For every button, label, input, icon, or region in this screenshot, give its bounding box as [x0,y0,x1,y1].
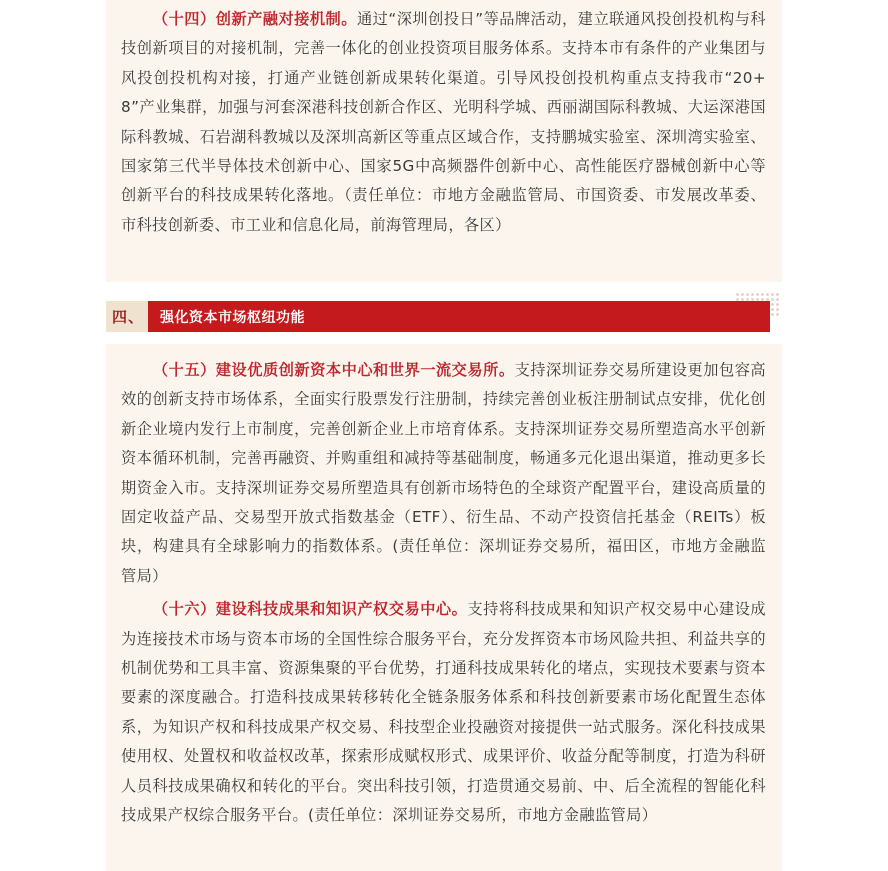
paragraph-16 [121,595,766,830]
article-panel-bottom [106,344,782,871]
paragraph-16-body: 支持将科技成果和知识产权交易中心建设成为连接技术市场与资本市场的全国性综合服务平台，充分发挥资本市场风险共担、利益共享的机制优势和工具丰富、资源集聚的平台优势，打通科技成果转化的堵点，实现技术要素与资本要素的深度融合。打造科技成果转移转化全链条服务体系和科技创新要素市场化配置生态体系，为知识产权和科技成果产权交易、科技型企业投融资对接提供一站式服务。深化科技成果使用权、处置权和收益权改革，探索形成赋权形式、成果评价、收益分配等制度，打造为科研人员科技成果确权和转化的平台。突出科技引领，打造贯通交易前、中、后全流程的智能化科技成果产权综合服务平台。(责任单位：深圳证券交易所，市地方金融监管局） [121,600,767,825]
paragraph-15-body: 支持深圳证券交易所建设更加包容高效的创新支持市场体系，全面实行股票发行注册制，持续完善创业板注册制试点安排，优化创新企业境内发行上市制度，完善创新企业上市培育体系。支持深圳证券交易所塑造高水平创新资本循环机制，完善再融资、并购重组和减持等基础制度，畅通多元化退出渠道，推动更多长期资金入市。支持深圳证券交易所塑造具有创新市场特色的全球资产配置平台，建设高质量的固定收益产品、交易型开放式指数基金（ETF）、衍生品、不动产投资信托基金（REITs）板块，构建具有全球影响力的指数体系。(责任单位：深圳证券交易所，福田区，市地方金融监管局） [121,361,767,585]
section-header [106,301,770,332]
paragraph-15-lead: （十五）建设优质创新资本中心和世界一流交易所。 [152,361,515,379]
section-title: 强化资本市场枢纽功能 [148,301,770,332]
section-number: 四、 [106,301,148,332]
paragraph-14-body: 通过“深圳创投日”等品牌活动，建立联通风投创投机构与科技创新项目的对接机制，完善一体化的创业投资项目服务体系。支持本市有条件的产业集团与风投创投机构对接，打通产业链创新成果转化渠道。引导风投创投机构重点支持我市“20+8”产业集群，加强与河套深港科技创新合作区、光明科学城、西丽湖国际科教城、大运深港国际科教城、石岩湖科教城以及深圳高新区等重点区域合作，支持鹏城实验室、深圳湾实验室、国家第三代半导体技术创新中心、国家5G中高频器件创新中心、高性能医疗器械创新中心等创新平台的科技成果转化落地。（责任单位：市地方金融监管局、市国资委、市发展改革委、市科技创新委、市工业和信息化局，前海管理局，各区） [121,10,766,234]
paragraph-14 [121,5,766,240]
paragraph-15 [121,356,766,591]
paragraph-16-lead: （十六）建设科技成果和知识产权交易中心。 [152,600,468,619]
paragraph-14-lead: （十四）创新产融对接机制。 [152,10,357,28]
article-panel-top [106,0,782,282]
